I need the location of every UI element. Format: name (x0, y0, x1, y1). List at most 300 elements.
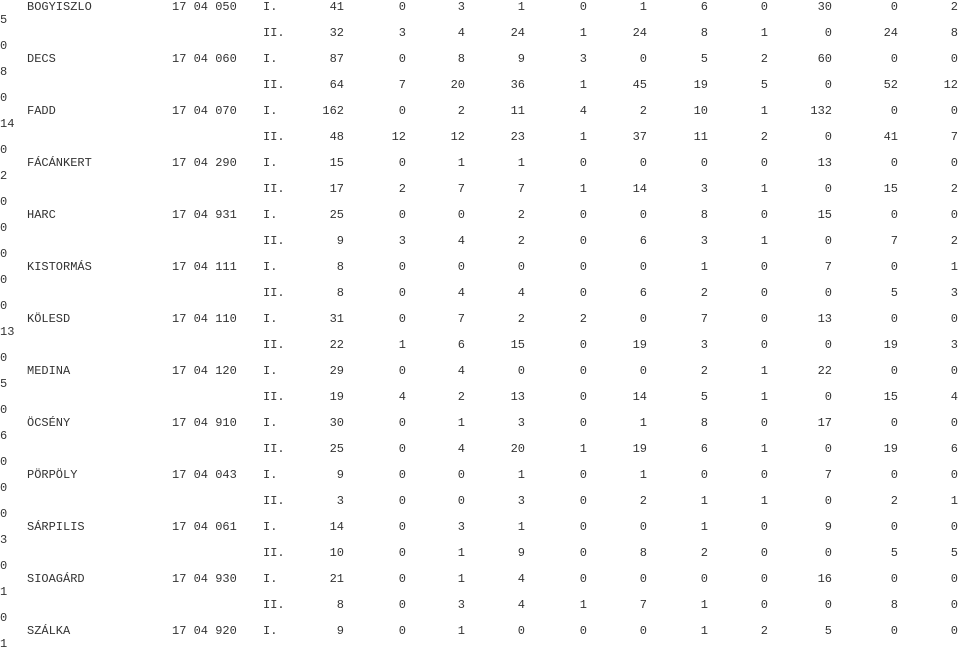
cell-value: 0 (760, 286, 768, 300)
cell-value: 0 (579, 572, 587, 586)
cell-value: 0 (639, 520, 647, 534)
cell-value: 8 (639, 546, 647, 560)
cell-value: 0 (579, 364, 587, 378)
cell-value: 1 (579, 598, 587, 612)
cell-value: 1 (700, 260, 708, 274)
row-name: KISTORMÁS (27, 260, 92, 274)
cell-value: 3 (700, 338, 708, 352)
row-code: 17 04 110 (172, 312, 237, 326)
cell-value: 0 (890, 0, 898, 14)
cell-value: 0 (760, 260, 768, 274)
cell-value: 0 (950, 208, 958, 222)
cell-value: 11 (693, 130, 708, 144)
cell-value: 32 (329, 26, 344, 40)
row-period: II. (263, 26, 285, 40)
cell-value: 0 (890, 208, 898, 222)
cell-value: 0 (950, 468, 958, 482)
row-code: 17 04 290 (172, 156, 237, 170)
cell-value: 4 (457, 234, 465, 248)
cell-value: 3 (579, 52, 587, 66)
cell-value: 7 (457, 182, 465, 196)
cell-value: 1 (579, 182, 587, 196)
cell-value: 0 (398, 624, 406, 638)
cell-value: 23 (510, 130, 525, 144)
cell-value: 0 (890, 520, 898, 534)
cell-value: 2 (700, 286, 708, 300)
cell-value: 1 (579, 26, 587, 40)
row-code: 17 04 050 (172, 0, 237, 14)
row-name: ÖCSÉNY (27, 416, 71, 430)
cell-value: 0 (398, 546, 406, 560)
cell-value: 2 (700, 364, 708, 378)
cell-value: 20 (450, 78, 465, 92)
cell-value: 22 (817, 364, 832, 378)
cell-value: 3 (398, 234, 406, 248)
cell-value: 1 (950, 494, 958, 508)
cell-value: 0 (950, 416, 958, 430)
cell-value: 0 (398, 416, 406, 430)
cell-value: 1 (760, 494, 768, 508)
cell-value: 0 (890, 104, 898, 118)
cell-value: 1 (517, 0, 525, 14)
cell-value: 0 (890, 156, 898, 170)
cell-value: 0 (579, 624, 587, 638)
cell-value: 0 (760, 546, 768, 560)
cell-value: 3 (517, 416, 525, 430)
cell-value: 9 (517, 52, 525, 66)
cell-value: 4 (398, 390, 406, 404)
row-period: I. (263, 260, 278, 274)
cell-value: 1 (517, 468, 525, 482)
cell-value: 24 (632, 26, 647, 40)
cell-value: 6 (700, 442, 708, 456)
row-name: SIOAGÁRD (27, 572, 85, 586)
cell-value: 3 (517, 494, 525, 508)
cell-value: 0 (579, 234, 587, 248)
row-tail-value: 0 (0, 221, 8, 235)
cell-value: 19 (632, 338, 647, 352)
cell-value: 12 (391, 130, 406, 144)
cell-value: 3 (336, 494, 344, 508)
cell-value: 2 (950, 0, 958, 14)
row-tail-value: 8 (0, 65, 8, 79)
row-period: I. (263, 364, 278, 378)
cell-value: 3 (950, 286, 958, 300)
cell-value: 14 (329, 520, 344, 534)
cell-value: 9 (336, 468, 344, 482)
cell-value: 1 (517, 156, 525, 170)
cell-value: 13 (817, 156, 832, 170)
cell-value: 4 (579, 104, 587, 118)
cell-value: 2 (639, 494, 647, 508)
cell-value: 14 (632, 182, 647, 196)
cell-value: 0 (398, 572, 406, 586)
cell-value: 0 (398, 156, 406, 170)
row-code: 17 04 920 (172, 624, 237, 638)
cell-value: 3 (700, 182, 708, 196)
cell-value: 0 (457, 468, 465, 482)
cell-value: 2 (398, 182, 406, 196)
cell-value: 0 (700, 468, 708, 482)
cell-value: 0 (824, 182, 832, 196)
cell-value: 1 (579, 442, 587, 456)
cell-value: 3 (950, 338, 958, 352)
cell-value: 0 (579, 494, 587, 508)
cell-value: 0 (890, 624, 898, 638)
cell-value: 8 (700, 26, 708, 40)
cell-value: 0 (700, 156, 708, 170)
row-tail-value: 0 (0, 195, 8, 209)
cell-value: 1 (760, 442, 768, 456)
row-period: II. (263, 546, 285, 560)
cell-value: 15 (510, 338, 525, 352)
cell-value: 0 (639, 572, 647, 586)
cell-value: 2 (517, 234, 525, 248)
cell-value: 0 (950, 52, 958, 66)
cell-value: 4 (457, 26, 465, 40)
cell-value: 36 (510, 78, 525, 92)
row-period: I. (263, 520, 278, 534)
cell-value: 0 (950, 572, 958, 586)
row-name: PÖRPÖLY (27, 468, 78, 482)
row-period: I. (263, 52, 278, 66)
cell-value: 0 (760, 520, 768, 534)
cell-value: 6 (639, 234, 647, 248)
cell-value: 30 (329, 416, 344, 430)
cell-value: 2 (457, 390, 465, 404)
cell-value: 8 (457, 52, 465, 66)
row-period: II. (263, 130, 285, 144)
row-tail-value: 0 (0, 247, 8, 261)
row-period: I. (263, 104, 278, 118)
row-period: I. (263, 572, 278, 586)
cell-value: 0 (890, 364, 898, 378)
row-tail-value: 0 (0, 143, 8, 157)
cell-value: 2 (517, 312, 525, 326)
row-code: 17 04 930 (172, 572, 237, 586)
cell-value: 24 (883, 26, 898, 40)
cell-value: 4 (517, 572, 525, 586)
cell-value: 7 (639, 598, 647, 612)
cell-value: 0 (517, 624, 525, 638)
cell-value: 0 (890, 468, 898, 482)
row-name: FÁCÁNKERT (27, 156, 92, 170)
cell-value: 5 (700, 390, 708, 404)
cell-value: 8 (890, 598, 898, 612)
cell-value: 17 (817, 416, 832, 430)
cell-value: 19 (883, 338, 898, 352)
cell-value: 0 (579, 546, 587, 560)
row-period: I. (263, 624, 278, 638)
cell-value: 0 (760, 598, 768, 612)
cell-value: 1 (398, 338, 406, 352)
cell-value: 0 (824, 442, 832, 456)
cell-value: 0 (890, 260, 898, 274)
cell-value: 0 (398, 260, 406, 274)
cell-value: 5 (950, 546, 958, 560)
cell-value: 0 (760, 572, 768, 586)
cell-value: 0 (398, 286, 406, 300)
cell-value: 24 (510, 26, 525, 40)
cell-value: 0 (457, 208, 465, 222)
cell-value: 0 (760, 468, 768, 482)
cell-value: 1 (639, 416, 647, 430)
row-tail-value: 0 (0, 455, 8, 469)
cell-value: 8 (950, 26, 958, 40)
cell-value: 0 (824, 26, 832, 40)
cell-value: 16 (817, 572, 832, 586)
row-period: II. (263, 598, 285, 612)
row-tail-value: 0 (0, 403, 8, 417)
cell-value: 25 (329, 442, 344, 456)
cell-value: 7 (398, 78, 406, 92)
row-tail-value: 13 (0, 325, 15, 339)
cell-value: 11 (510, 104, 525, 118)
cell-value: 0 (398, 104, 406, 118)
cell-value: 1 (457, 416, 465, 430)
cell-value: 1 (457, 546, 465, 560)
cell-value: 0 (517, 364, 525, 378)
cell-value: 4 (457, 286, 465, 300)
cell-value: 48 (329, 130, 344, 144)
cell-value: 1 (457, 624, 465, 638)
cell-value: 0 (579, 416, 587, 430)
cell-value: 87 (329, 52, 344, 66)
cell-value: 7 (824, 468, 832, 482)
cell-value: 7 (950, 130, 958, 144)
row-code: 17 04 931 (172, 208, 237, 222)
cell-value: 2 (890, 494, 898, 508)
cell-value: 0 (579, 338, 587, 352)
cell-value: 8 (336, 260, 344, 274)
cell-value: 5 (890, 546, 898, 560)
cell-value: 9 (517, 546, 525, 560)
cell-value: 10 (329, 546, 344, 560)
cell-value: 0 (579, 390, 587, 404)
cell-value: 1 (700, 520, 708, 534)
cell-value: 13 (817, 312, 832, 326)
cell-value: 15 (883, 390, 898, 404)
cell-value: 0 (398, 520, 406, 534)
cell-value: 0 (398, 364, 406, 378)
cell-value: 0 (398, 442, 406, 456)
cell-value: 0 (579, 286, 587, 300)
cell-value: 25 (329, 208, 344, 222)
cell-value: 0 (824, 494, 832, 508)
row-period: II. (263, 494, 285, 508)
row-period: I. (263, 156, 278, 170)
cell-value: 0 (760, 312, 768, 326)
row-code: 17 04 061 (172, 520, 237, 534)
cell-value: 0 (457, 260, 465, 274)
cell-value: 37 (632, 130, 647, 144)
cell-value: 0 (579, 208, 587, 222)
cell-value: 0 (760, 156, 768, 170)
cell-value: 1 (700, 598, 708, 612)
row-name: MEDINA (27, 364, 71, 378)
row-name: BOGYISZLO (27, 0, 92, 14)
cell-value: 8 (336, 598, 344, 612)
cell-value: 0 (639, 312, 647, 326)
cell-value: 2 (760, 130, 768, 144)
cell-value: 0 (890, 572, 898, 586)
cell-value: 5 (824, 624, 832, 638)
cell-value: 19 (693, 78, 708, 92)
row-tail-value: 1 (0, 585, 8, 599)
cell-value: 0 (890, 312, 898, 326)
cell-value: 17 (329, 182, 344, 196)
cell-value: 2 (579, 312, 587, 326)
row-tail-value: 2 (0, 169, 8, 183)
cell-value: 0 (890, 52, 898, 66)
row-tail-value: 5 (0, 377, 8, 391)
row-name: SZÁLKA (27, 624, 71, 638)
row-period: II. (263, 338, 285, 352)
cell-value: 3 (700, 234, 708, 248)
cell-value: 2 (700, 546, 708, 560)
cell-value: 3 (398, 26, 406, 40)
cell-value: 1 (760, 182, 768, 196)
cell-value: 19 (883, 442, 898, 456)
cell-value: 0 (824, 234, 832, 248)
cell-value: 19 (632, 442, 647, 456)
cell-value: 0 (950, 364, 958, 378)
cell-value: 20 (510, 442, 525, 456)
row-period: II. (263, 390, 285, 404)
cell-value: 8 (336, 286, 344, 300)
cell-value: 0 (824, 598, 832, 612)
row-code: 17 04 111 (172, 260, 237, 274)
row-tail-value: 0 (0, 299, 8, 313)
cell-value: 1 (950, 260, 958, 274)
cell-value: 0 (517, 260, 525, 274)
row-period: I. (263, 312, 278, 326)
row-code: 17 04 043 (172, 468, 237, 482)
cell-value: 5 (890, 286, 898, 300)
row-tail-value: 5 (0, 13, 8, 27)
cell-value: 9 (336, 234, 344, 248)
cell-value: 3 (457, 598, 465, 612)
row-period: I. (263, 208, 278, 222)
cell-value: 15 (817, 208, 832, 222)
cell-value: 4 (457, 442, 465, 456)
cell-value: 6 (700, 0, 708, 14)
row-code: 17 04 060 (172, 52, 237, 66)
cell-value: 1 (760, 234, 768, 248)
cell-value: 0 (398, 208, 406, 222)
cell-value: 2 (760, 52, 768, 66)
cell-value: 0 (398, 598, 406, 612)
cell-value: 2 (950, 182, 958, 196)
cell-value: 0 (639, 52, 647, 66)
row-code: 17 04 910 (172, 416, 237, 430)
cell-value: 162 (322, 104, 344, 118)
cell-value: 0 (639, 260, 647, 274)
cell-value: 15 (883, 182, 898, 196)
cell-value: 0 (398, 0, 406, 14)
cell-value: 5 (760, 78, 768, 92)
cell-value: 1 (700, 494, 708, 508)
row-tail-value: 14 (0, 117, 15, 131)
row-tail-value: 0 (0, 39, 8, 53)
cell-value: 12 (943, 78, 958, 92)
cell-value: 1 (517, 520, 525, 534)
row-period: II. (263, 182, 285, 196)
cell-value: 0 (398, 494, 406, 508)
row-name: SÁRPILIS (27, 520, 85, 534)
row-name: KÖLESD (27, 312, 71, 326)
row-period: I. (263, 468, 278, 482)
row-tail-value: 0 (0, 91, 8, 105)
cell-value: 1 (639, 0, 647, 14)
cell-value: 3 (457, 520, 465, 534)
cell-value: 1 (700, 624, 708, 638)
cell-value: 15 (329, 156, 344, 170)
row-period: I. (263, 0, 278, 14)
cell-value: 0 (700, 572, 708, 586)
cell-value: 45 (632, 78, 647, 92)
cell-value: 1 (579, 78, 587, 92)
cell-value: 7 (824, 260, 832, 274)
cell-value: 0 (760, 416, 768, 430)
cell-value: 21 (329, 572, 344, 586)
cell-value: 0 (760, 0, 768, 14)
cell-value: 0 (760, 208, 768, 222)
cell-value: 7 (457, 312, 465, 326)
cell-value: 7 (517, 182, 525, 196)
row-name: DECS (27, 52, 56, 66)
cell-value: 1 (457, 572, 465, 586)
cell-value: 12 (450, 130, 465, 144)
cell-value: 0 (950, 520, 958, 534)
cell-value: 0 (579, 260, 587, 274)
cell-value: 0 (890, 416, 898, 430)
cell-value: 0 (579, 156, 587, 170)
cell-value: 0 (824, 546, 832, 560)
cell-value: 1 (760, 364, 768, 378)
cell-value: 10 (693, 104, 708, 118)
cell-value: 0 (950, 104, 958, 118)
row-tail-value: 1 (0, 637, 8, 651)
cell-value: 9 (824, 520, 832, 534)
cell-value: 0 (824, 338, 832, 352)
cell-value: 0 (760, 338, 768, 352)
row-tail-value: 0 (0, 481, 8, 495)
cell-value: 4 (517, 598, 525, 612)
cell-value: 41 (329, 0, 344, 14)
cell-value: 5 (700, 52, 708, 66)
cell-value: 0 (579, 0, 587, 14)
cell-value: 0 (824, 286, 832, 300)
cell-value: 4 (517, 286, 525, 300)
cell-value: 22 (329, 338, 344, 352)
row-name: FADD (27, 104, 56, 118)
cell-value: 8 (700, 416, 708, 430)
cell-value: 2 (517, 208, 525, 222)
row-tail-value: 6 (0, 429, 8, 443)
row-tail-value: 0 (0, 351, 8, 365)
cell-value: 0 (398, 312, 406, 326)
cell-value: 0 (398, 52, 406, 66)
cell-value: 0 (579, 520, 587, 534)
cell-value: 0 (639, 156, 647, 170)
row-period: II. (263, 286, 285, 300)
cell-value: 7 (700, 312, 708, 326)
cell-value: 0 (950, 598, 958, 612)
cell-value: 0 (579, 468, 587, 482)
row-period: I. (263, 416, 278, 430)
cell-value: 64 (329, 78, 344, 92)
